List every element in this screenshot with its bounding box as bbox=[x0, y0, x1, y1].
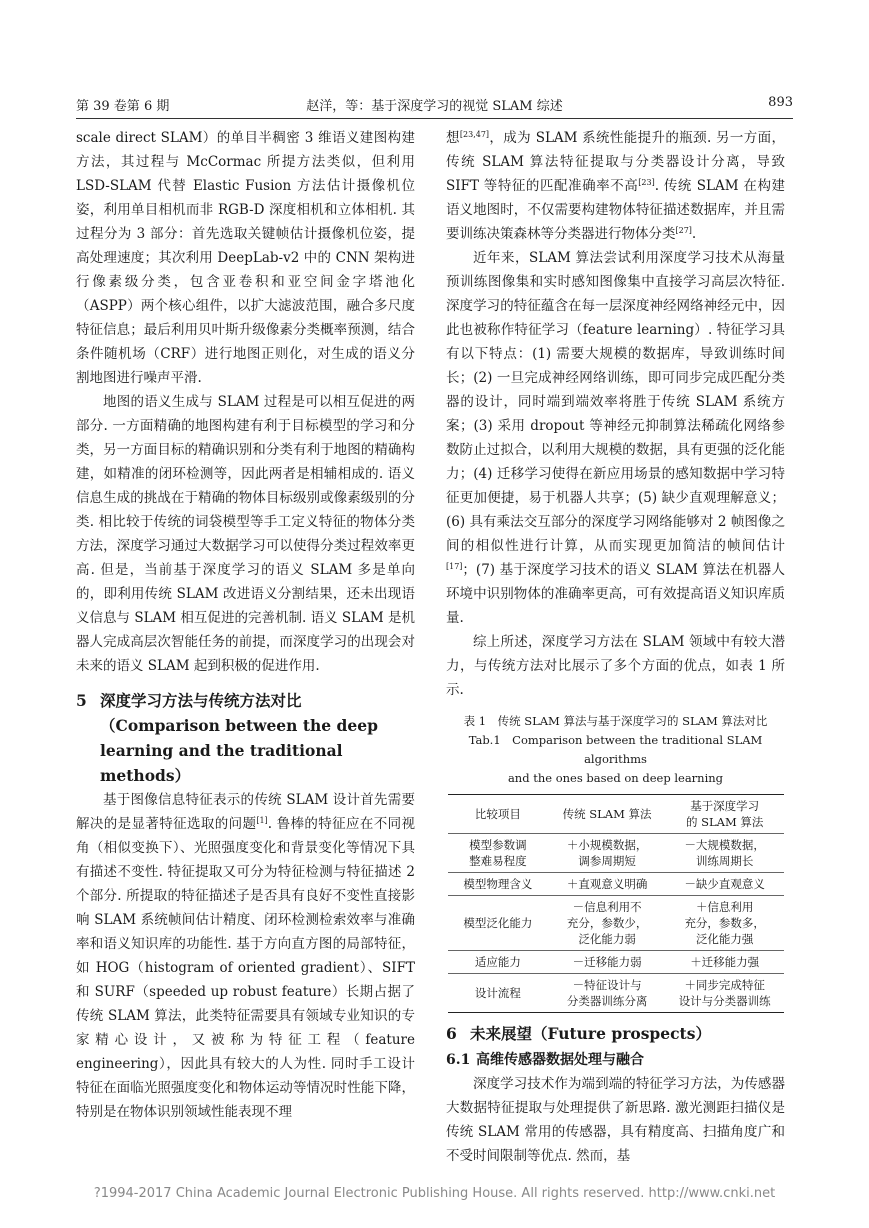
citation: [27] bbox=[675, 226, 692, 235]
header-rule bbox=[76, 118, 793, 119]
paragraph: 近年来，SLAM 算法尝试利用深度学习技术从海量预训练图像集和实时感知图像集中直接学习高层次特征. 深度学习的特征蕴含在每一层深度神经网络神经元中，因此也被称作特征学习（feature learning）. 特征学习具有以下特点：(1) 需要大规模的数据库，导致训练时间长；(2) 一旦完成神经网络训练，即可同步完成匹配分类器的设计，同时端到端效率将胜于传统 SLAM 系统方案；(3) 采用 dropout 等神经元抑制算法稀疏化网络参数防止过拟合，以利用大规模的数据，具有更强的泛化能力；(4) 迁移学习使得在新应用场景的感知数据中学习特征更加便捷，易于机器人共享；(5) 缺少直观理解意义；(6) 具有乘法交互部分的深度学习网络能够对 2 帧图像之间的相似性进行计算，从而实现更加简洁的帧间估计[17]；(7) 基于深度学习技术的语义 SLAM 算法在机器人环境中识别物体的准确率更高，可有效提高语义知识库质量. bbox=[446, 250, 785, 626]
table-cell: 设计流程 bbox=[448, 974, 549, 1013]
section-number: 6 bbox=[446, 1024, 457, 1043]
journal-volume: 第 39 卷第 6 期 bbox=[76, 99, 170, 114]
table-cell: ＋直观意义明确 bbox=[548, 873, 666, 896]
subsection-title: 高维传感器数据处理与融合 bbox=[476, 1052, 644, 1068]
table-header-cell: 传统 SLAM 算法 bbox=[548, 795, 666, 834]
paragraph: 深度学习技术作为端到端的特征学习方法，为传感器大数据特征提取与处理提供了新思路. 激光测距扫描仪是传统 SLAM 常用的传感器，具有精度高、扫描角度广和不受时间限制等优点. 然而，基 bbox=[446, 1076, 785, 1164]
table-row bbox=[448, 974, 784, 1013]
table-caption-en: and the ones based on deep learning bbox=[507, 771, 724, 785]
table-cell: －缺少直观意义 bbox=[666, 873, 784, 896]
table-row bbox=[448, 896, 784, 951]
paragraph: 地图的语义生成与 SLAM 过程是可以相互促进的两部分. 一方面精确的地图构建有利于目标模型的学习和分类，另一方面目标的精确识别和分类有利于地图的精确构建，如精准的闭环检测等，因此两者是相辅相成的. 语义信息生成的挑战在于精确的物体目标级别或像素级别的分类. 相比较于传统的词袋模型等手工定义特征的物体分类方法，深度学习通过大数据学习可以使得分类过程效率更高. 但是，当前基于深度学习的语义 SLAM 多是单向的，即利用传统 SLAM 改进语义分割结果，还未出现语义信息与 SLAM 相互促进的完善机制. 语义 SLAM 是机器人完成高层次智能任务的前提，而深度学习的出现会对未来的语义 SLAM 起到积极的促进作用. bbox=[76, 394, 415, 674]
table-cell: ＋信息利用 充分，参数多， 泛化能力强 bbox=[666, 896, 784, 951]
table-cell: ＋迁移能力强 bbox=[666, 951, 784, 974]
table-header-cell: 比较项目 bbox=[448, 795, 549, 834]
citation: [17] bbox=[446, 562, 463, 571]
page-number: 893 bbox=[768, 95, 793, 110]
section-number: 5 bbox=[76, 691, 87, 710]
table-caption-cn: 表 1 传统 SLAM 算法与基于深度学习的 SLAM 算法对比 bbox=[463, 714, 768, 728]
table-row bbox=[448, 873, 784, 896]
copyright-footer: ?1994-2017 China Academic Journal Electronic Publishing House. All rights reserved. http://www.cnki.net bbox=[93, 1186, 776, 1201]
table-cell: 模型泛化能力 bbox=[448, 896, 549, 951]
running-title: 赵洋，等：基于深度学习的视觉 SLAM 综述 bbox=[306, 99, 563, 114]
right-column bbox=[446, 126, 785, 1168]
comparison-table bbox=[448, 794, 784, 1013]
table-cell: 模型参数调 整难易程度 bbox=[448, 834, 549, 873]
section-title: 未来展望（Future prospects） bbox=[470, 1024, 711, 1043]
section-title: 深度学习方法与传统方法对比（Comparison between the deep learning and the traditional methods） bbox=[100, 691, 378, 785]
table-cell: 模型物理含义 bbox=[448, 873, 549, 896]
running-header bbox=[76, 95, 793, 113]
table-cell: －特征设计与 分类器训练分离 bbox=[548, 974, 666, 1013]
table-header-row bbox=[448, 795, 784, 834]
table-cell: ＋小规模数据， 调参周期短 bbox=[548, 834, 666, 873]
paragraph: 基于图像信息特征表示的传统 SLAM 设计首先需要解决的是显著特征选取的问题[1]. 鲁棒的特征应在不同视角（相似变换下）、光照强度变化和背景变化等情况下具有描述不变性. 特征提取又可分为特征检测与特征描述 2 个部分. 所提取的特征描述子是否具有良好不变性直接影响 SLAM 系统帧间估计精度、闭环检测检索效率与准确率和语义知识库的功能性. 基于方向直方图的局部特征，如 HOG（histogram of oriented gradient）、SIFT 和 SURF（speeded up robust feature）长期占据了传统 SLAM 算法，此类特征需要具有领域专业知识的专家精心设计，又被称为特征工程（feature engineering），因此具有较大的人为性. 同时手工设计特征在面临光照强度变化和物体运动等情况时性能下降，特别是在物体识别领域性能表现不理 bbox=[76, 792, 415, 1120]
citation: [1] bbox=[256, 816, 268, 825]
subsection-number: 6.1 bbox=[446, 1052, 471, 1068]
table-caption-en: Tab.1 Comparison between the traditional SLAM algorithms bbox=[468, 733, 763, 766]
paragraph: 想[23,47]，成为 SLAM 系统性能提升的瓶颈. 另一方面，传统 SLAM 算法特征提取与分类器设计分离，导致 SIFT 等特征的匹配准确率不高[23]. 传统 SLAM 在构建语义地图时，不仅需要构建物体特征描述数据库，并且需要训练决策森林等分类器进行物体分类[27]. bbox=[446, 130, 786, 242]
table-cell: －信息利用不 充分，参数少， 泛化能力弱 bbox=[548, 896, 666, 951]
left-column bbox=[76, 126, 415, 1124]
table-cell: ＋同步完成特征 设计与分类器训练 bbox=[666, 974, 784, 1013]
citation: [23,47] bbox=[459, 130, 490, 139]
paragraph: scale direct SLAM）的单目半稠密 3 维语义建图构建方法，其过程与 McCormac 所提方法类似，但利用 LSD-SLAM 代替 Elastic Fusion 方法估计摄像机位姿，利用单目相机而非 RGB-D 深度相机和立体相机. 其过程分为 3 部分：首先选取关键帧估计摄像机位姿，提高处理速度；其次利用 DeepLab-v2 中的 CNN 架构进行像素级分类，包含亚卷积和亚空间金字塔池化（ASPP）两个核心组件，以扩大滤波范围，融合多尺度特征信息；最后利用贝叶斯升级像素分类概率预测，结合条件随机场（CRF）进行地图正则化，对生成的语义分割地图进行噪声平滑. bbox=[76, 130, 415, 386]
subsection-heading-6-1 bbox=[446, 1048, 785, 1072]
section-heading-6 bbox=[446, 1021, 785, 1046]
table-cell: 适应能力 bbox=[448, 951, 549, 974]
citation: [23] bbox=[638, 178, 655, 187]
table-cell: －大规模数据， 训练周期长 bbox=[666, 834, 784, 873]
paragraph: 综上所述，深度学习方法在 SLAM 领域中有较大潜力，与传统方法对比展示了多个方面的优点，如表 1 所示. bbox=[446, 634, 785, 698]
table-cell: －迁移能力弱 bbox=[548, 951, 666, 974]
table-caption bbox=[446, 712, 785, 788]
table-header-cell: 基于深度学习 的 SLAM 算法 bbox=[666, 795, 784, 834]
section-heading-5 bbox=[76, 688, 415, 788]
table-row bbox=[448, 951, 784, 974]
table-row bbox=[448, 834, 784, 873]
